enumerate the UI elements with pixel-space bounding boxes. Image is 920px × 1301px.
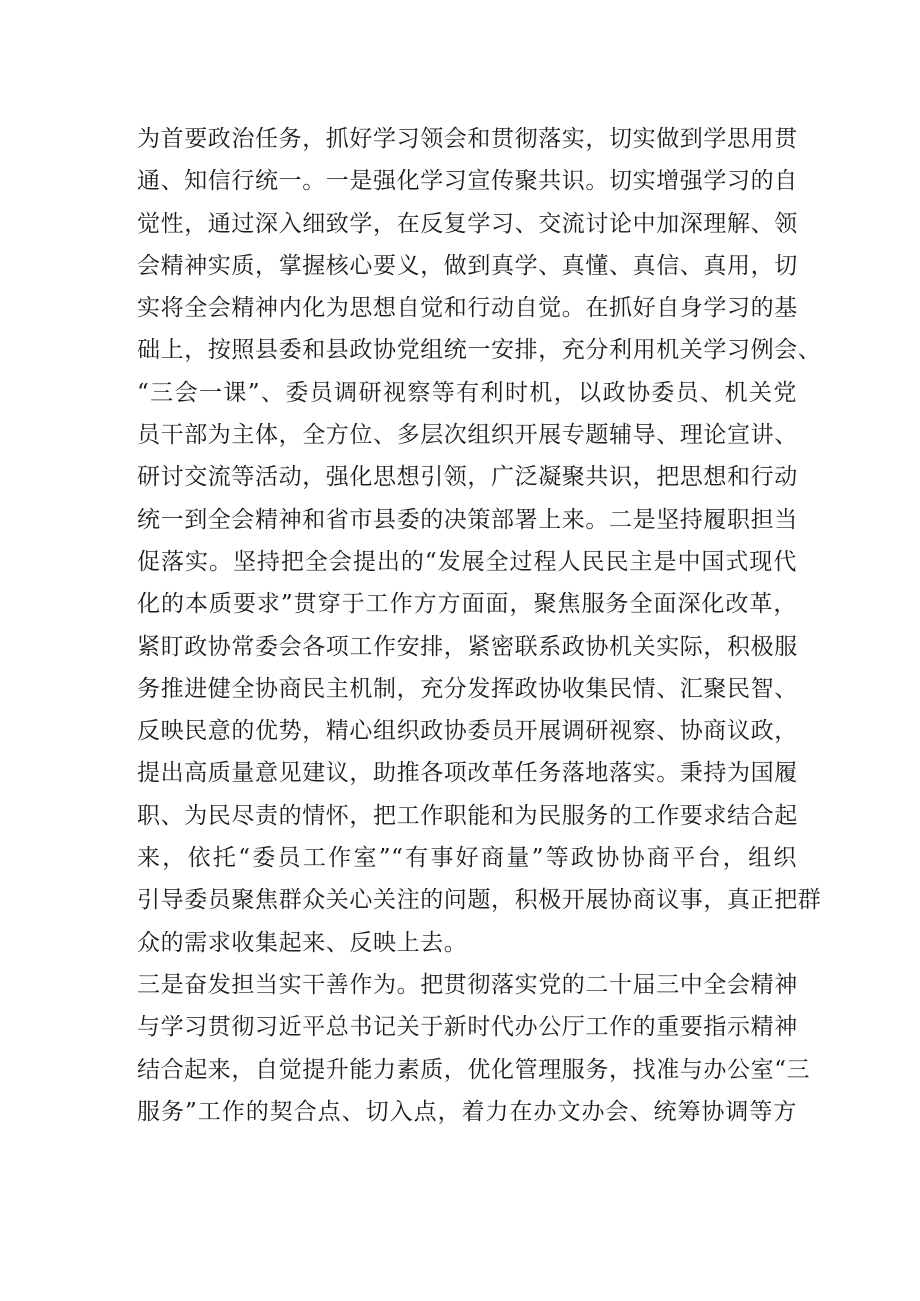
- text-line: 引导委员聚焦群众关心关注的问题，积极开展协商议事，真正把群: [137, 887, 822, 914]
- text-line: 职、为民尽责的情怀，把工作职能和为民服务的工作要求结合起: [137, 802, 798, 829]
- text-line: 化的本质要求”贯穿于工作方方面面，聚焦服务全面深化改革，: [137, 591, 797, 618]
- text-line: 提出高质量意见建议，助推各项改革任务落地落实。秉持为国履: [137, 760, 798, 787]
- text-line: 来，依托“委员工作室”“有事好商量”等政协协商平台，组织: [137, 845, 797, 872]
- text-line: 结合起来，自觉提升能力素质，优化管理服务，找准与办公室“三: [137, 1056, 811, 1083]
- text-line: 服务”工作的契合点、切入点，着力在办文办会、统筹协调等方: [137, 1098, 797, 1125]
- text-line: 为首要政治任务，抓好学习领会和贯彻落实，切实做到学思用贯: [137, 126, 798, 152]
- text-line: 通、知信行统一。一是强化学习宣传聚共识。切实增强学习的自: [137, 168, 798, 195]
- text-line: 觉性，通过深入细致学，在反复学习、交流讨论中加深理解、领: [137, 210, 798, 237]
- text-line: 促落实。坚持把全会提出的“发展全过程人民民主是中国式现代: [137, 548, 797, 575]
- text-line: 反映民意的优势，精心组织政协委员开展调研视察、协商议政，: [137, 718, 798, 745]
- text-line: 础上，按照县委和县政协党组统一安排，充分利用机关学习例会、: [137, 337, 822, 364]
- text-line: 务推进健全协商民主机制，充分发挥政协收集民情、汇聚民智、: [137, 675, 798, 702]
- text-line: 会精神实质，掌握核心要义，做到真学、真懂、真信、真用，切: [137, 252, 798, 279]
- text-line: 研讨交流等活动，强化思想引领，广泛凝聚共识，把思想和行动: [137, 464, 798, 491]
- text-line: 员干部为主体，全方位、多层次组织开展专题辅导、理论宣讲、: [137, 422, 798, 449]
- text-line: 众的需求收集起来、反映上去。: [137, 929, 468, 956]
- text-line: 与学习贯彻习近平总书记关于新时代办公厅工作的重要指示精神: [137, 1014, 798, 1041]
- text-line: 统一到全会精神和省市县委的决策部署上来。二是坚持履职担当: [137, 506, 798, 533]
- body-text: [137, 118, 822, 1133]
- text-line: 实将全会精神内化为思想自觉和行动自觉。在抓好自身学习的基: [137, 295, 798, 322]
- text-line: 三是奋发担当实干善作为。把贯彻落实党的二十届三中全会精神: [137, 971, 798, 998]
- text-line: “三会一课”、委员调研视察等有利时机，以政协委员、机关党: [137, 379, 797, 406]
- text-line: 紧盯政协常委会各项工作安排，紧密联系政协机关实际，积极服: [137, 633, 798, 660]
